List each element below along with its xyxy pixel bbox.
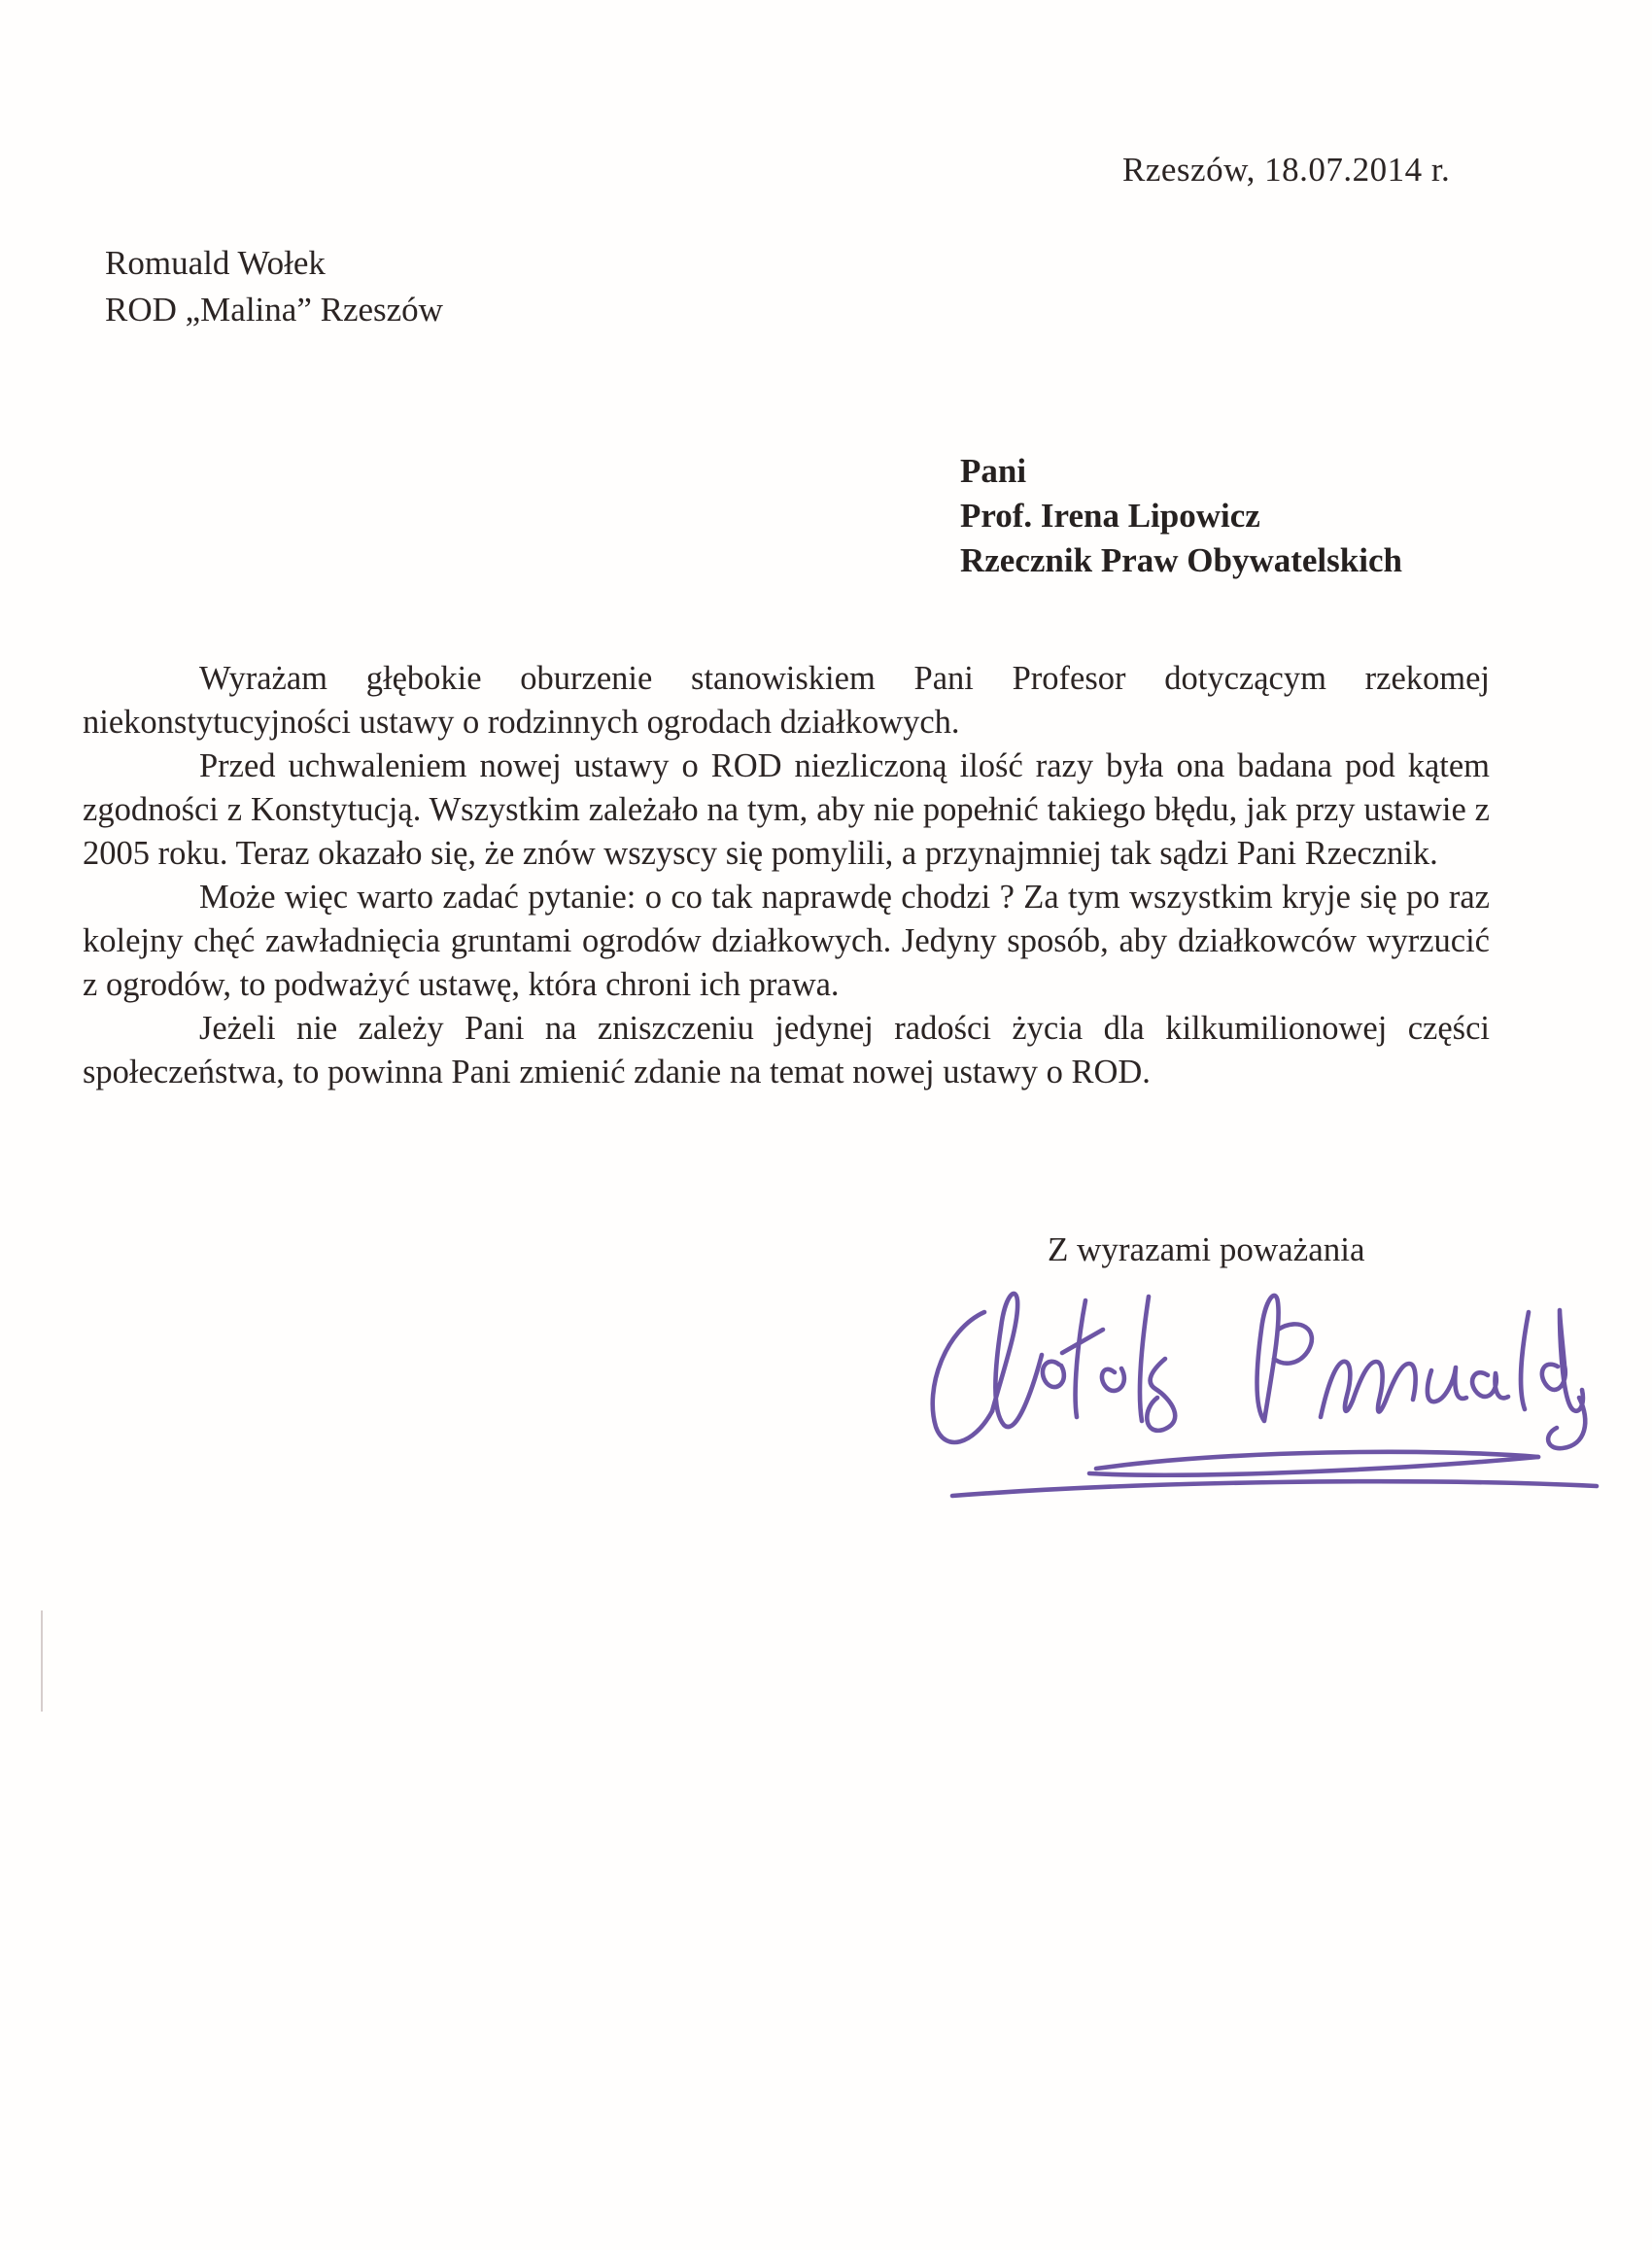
letter-date: Rzeszów, 18.07.2014 r. [1122, 151, 1451, 189]
letter-body [83, 657, 1490, 1094]
recipient-salutation: Pani [960, 452, 1027, 490]
sender-name: Romuald Wołek [105, 244, 326, 282]
sender-block [105, 240, 443, 333]
recipient-name: Prof. Irena Lipowicz [960, 497, 1260, 535]
closing-phrase: Z wyrazami poważania [1048, 1230, 1365, 1268]
recipient-title: Rzecznik Praw Obywatelskich [960, 541, 1402, 579]
sender-organization: ROD „Malina” Rzeszów [105, 291, 443, 329]
body-paragraph: Wyrażam głębokie oburzenie stanowiskiem Pani Profesor dotyczącym rzekomej niekonstytucyjności ustawy o rodzinnych ogrodach działkowych. [83, 660, 1490, 741]
recipient-block [960, 449, 1402, 583]
body-paragraph: Może więc warto zadać pytanie: o co tak naprawdę chodzi ? Za tym wszystkim kryje się po raz kolejny chęć zawładnięcia gruntami ogrodów działkowych. Jedyny sposób, aby działkowców wyrzucić z ogrodów, to podważyć ustawę, która chroni ich prawa. [83, 879, 1490, 1003]
handwritten-signature [909, 1273, 1628, 1502]
body-paragraph: Jeżeli nie zależy Pani na zniszczeniu jedynej radości życia dla kilkumilionowej części społeczeństwa, to powinna Pani zmienić zdanie na temat nowej ustawy o ROD. [83, 1010, 1490, 1090]
scan-artifact-line [41, 1610, 43, 1712]
body-paragraph: Przed uchwaleniem nowej ustawy o ROD niezliczoną ilość razy była ona badana pod kątem zgodności z Konstytucją. Wszystkim zależało na tym, aby nie popełnić takiego błędu, jak przy ustawie z 2005 roku. Teraz okazało się, że znów wszyscy się pomylili, a przynajmniej tak sądzi Pani Rzecznik. [83, 747, 1490, 872]
